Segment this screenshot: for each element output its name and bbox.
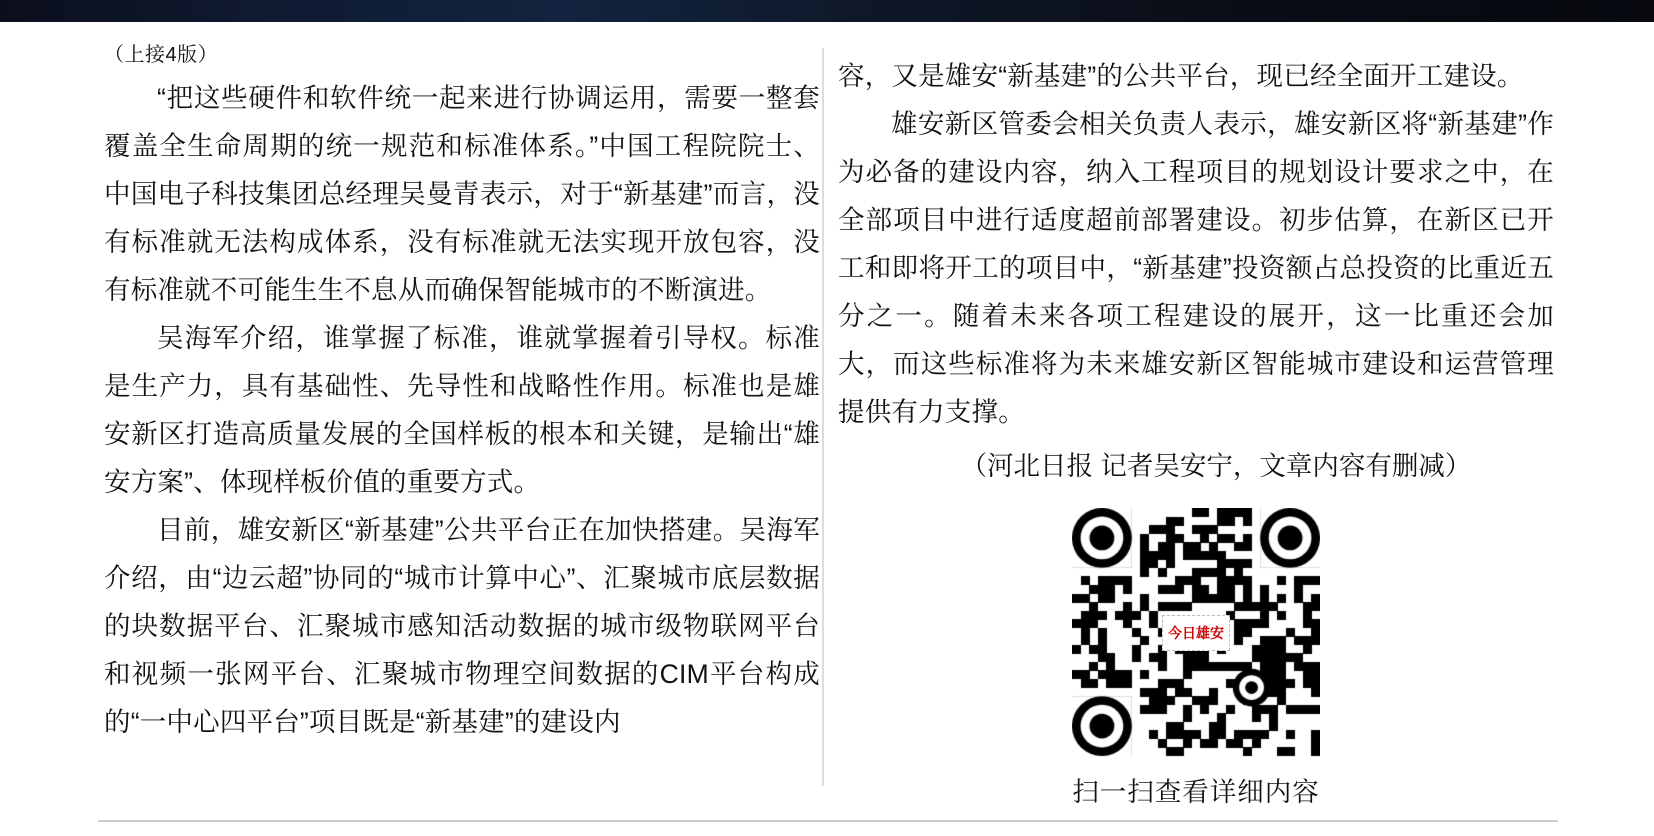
- continuation-note: （上接4版）: [104, 44, 219, 66]
- paragraph-left-2: 吴海军介绍，谁掌握了标准，谁就掌握着引导权。标准是生产力，具有基础性、先导性和战略性作用。标准也是雄安新区打造高质量发展的全国样板的根本和关键，是输出“雄安方案”、体现样板价值的重要方式。: [104, 323, 820, 497]
- paragraph-right-2: 雄安新区管委会相关负责人表示，雄安新区将“新基建”作为必备的建设内容，纳入工程项目的规划设计要求之中，在全部项目中进行适度超前部署建设。初步估算，在新区已开工和即将开工的项目中，“新基建”投资额占总投资的比重近五分之一。随着未来各项工程建设的展开，这一比重还会加大，而这些标准将为未来雄安新区智能城市建设和运营管理提供有力支撑。: [838, 109, 1554, 427]
- article-credit: （河北日报 记者吴安宁，文章内容有删减）: [960, 451, 1472, 481]
- bottom-rule: [98, 820, 1558, 822]
- newspaper-sheet: [0, 22, 1654, 812]
- paragraph-left-3: 目前，雄安新区“新基建”公共平台正在加快搭建。吴海军介绍，由“边云超”协同的“城市计算中心”、汇聚城市底层数据的块数据平台、汇聚城市感知活动数据的城市级物联网平台和视频一张网平台、汇聚城市物理空间数据的CIM平台构成的“一中心四平台”项目既是“新基建”的建设内: [104, 515, 820, 737]
- top-dark-bar: [0, 0, 1654, 22]
- qr-code-image[interactable]: [1072, 508, 1320, 758]
- qr-caption: 扫一扫查看详细内容: [1072, 777, 1320, 807]
- qr-center-label: 今日雄安: [1168, 625, 1224, 641]
- paragraph-left-1: “把这些硬件和软件统一起来进行协调运用，需要一整套覆盖全生命周期的统一规范和标准体系。”中国工程院院士、中国电子科技集团总经理吴曼青表示，对于“新基建”而言，没有标准就无法构成体系，没有标准就无法实现开放包容，没有标准就不可能生生不息从而确保智能城市的不断演进。: [104, 83, 820, 305]
- two-column-layout: [0, 22, 1654, 812]
- qr-code-block: [838, 508, 1554, 809]
- qr-center-logo: [1162, 615, 1230, 651]
- right-column: [838, 22, 1554, 809]
- column-divider: [822, 48, 824, 786]
- paragraph-right-1: 容，又是雄安“新基建”的公共平台，现已经全面开工建设。: [838, 61, 1524, 91]
- left-column: [104, 22, 820, 746]
